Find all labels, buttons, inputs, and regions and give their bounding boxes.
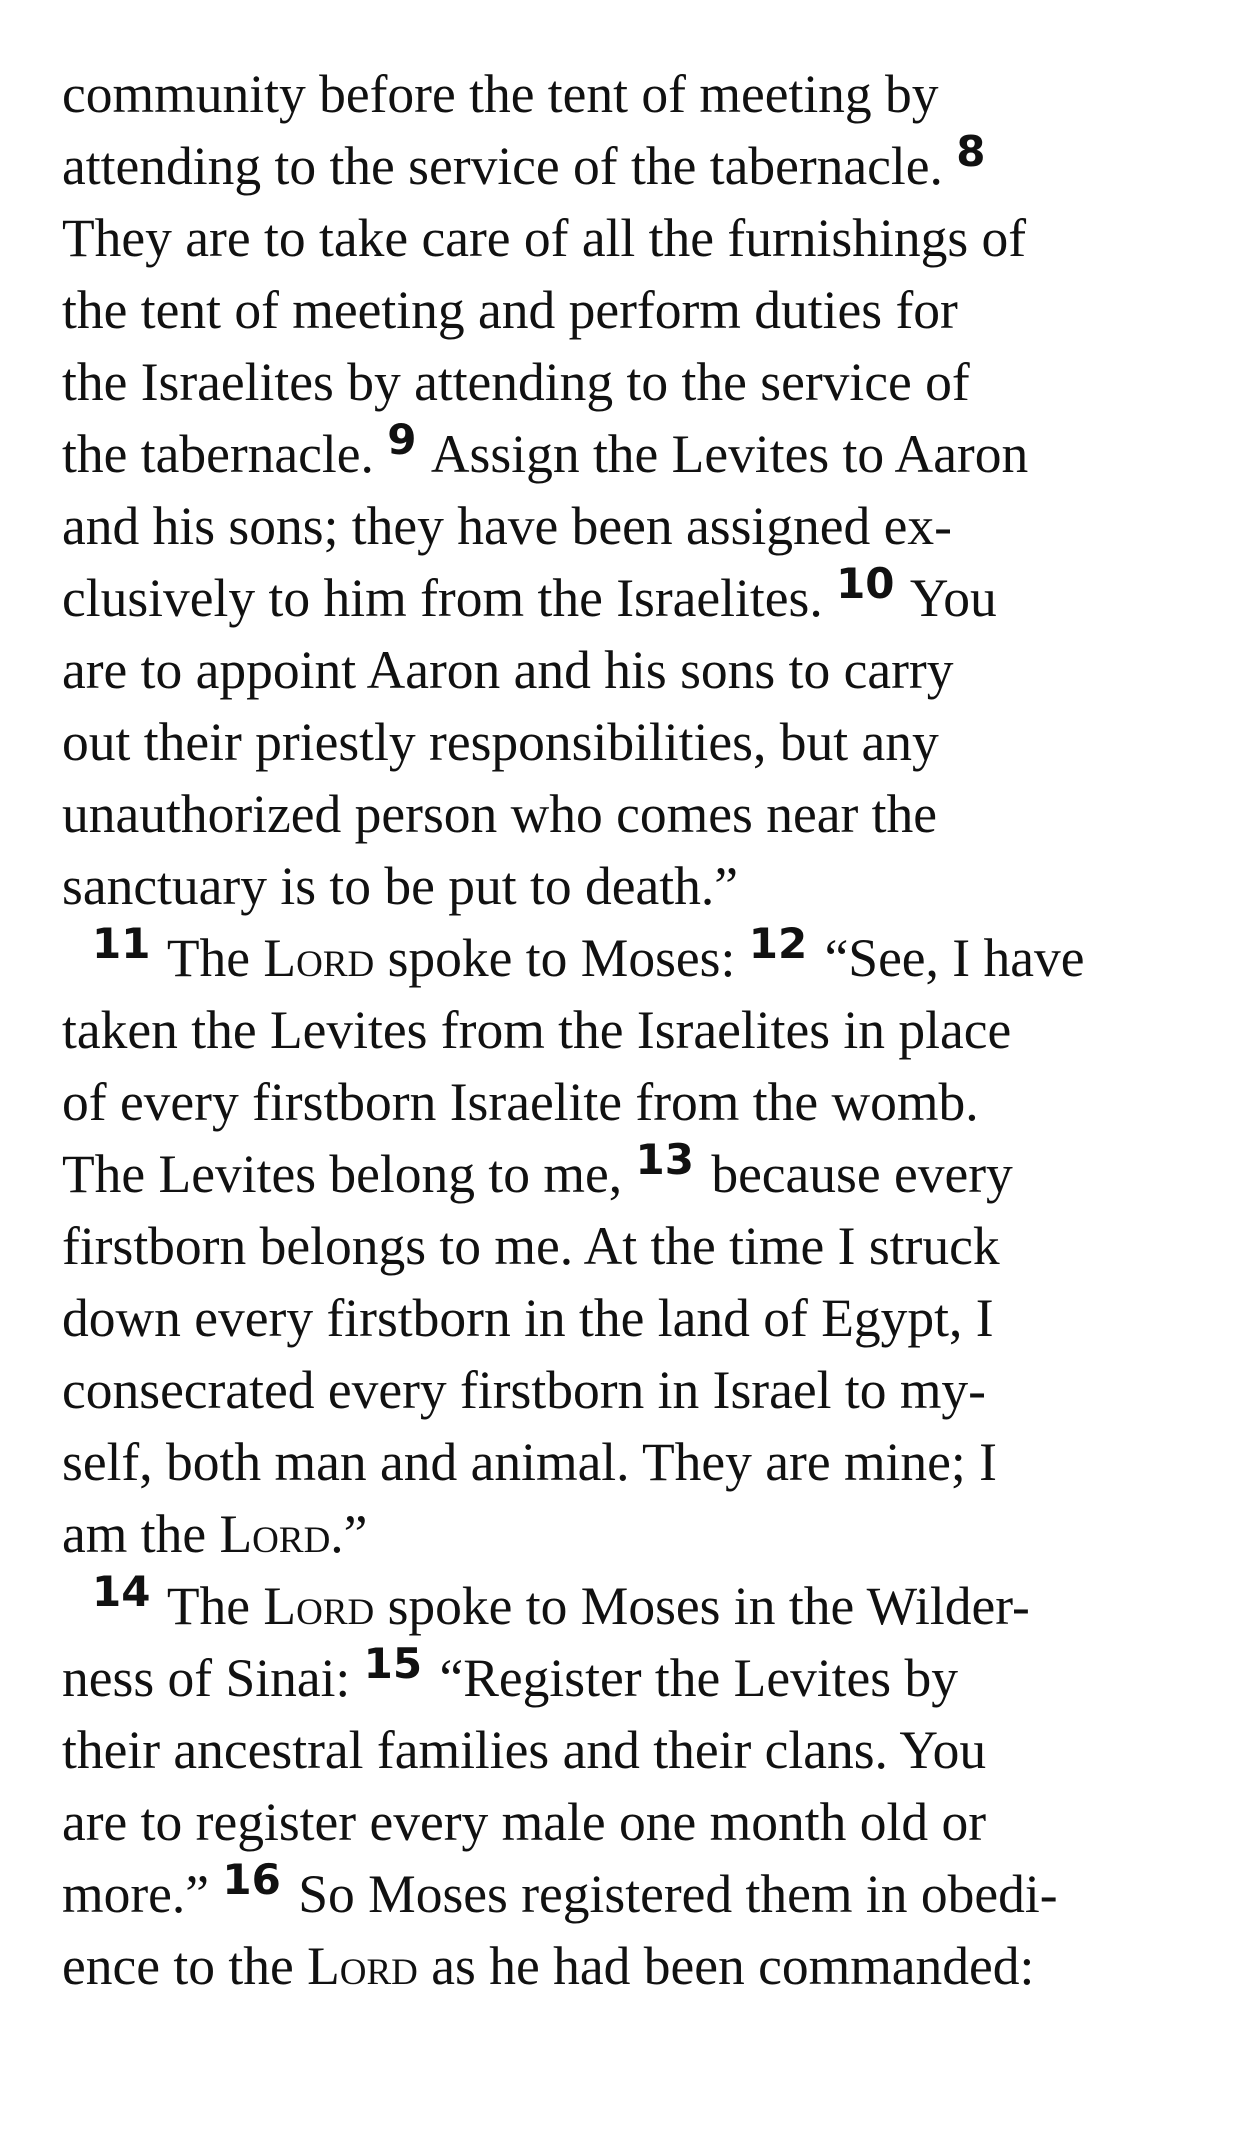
text-line <box>62 1354 1202 1426</box>
text-line <box>62 127 1202 202</box>
verse-number: 14 <box>92 1567 151 1616</box>
verse-text: of every firstborn Israelite from the womb. <box>62 1072 979 1132</box>
divine-name: Lord <box>263 928 375 988</box>
text-line <box>62 1426 1202 1498</box>
text-line <box>62 706 1202 778</box>
text-line <box>62 778 1202 850</box>
verse-text: So Moses registered them in obedi- <box>284 1864 1058 1924</box>
verse-text: are to appoint Aaron and his sons to carry <box>62 640 954 700</box>
verse-text: taken the Levites from the Israelites in place <box>62 1000 1012 1060</box>
verse-text: consecrated every firstborn in Israel to my- <box>62 1360 986 1420</box>
verse-text: and his sons; they have been assigned ex- <box>62 496 952 556</box>
text-line <box>62 1498 1202 1570</box>
verse-text: the tent of meeting and perform duties for <box>62 280 958 340</box>
text-line <box>62 202 1202 274</box>
verse-number: 15 <box>363 1639 423 1688</box>
verse-text: ence to the <box>62 1936 308 1996</box>
text-line <box>62 490 1202 562</box>
verse-text: because every <box>697 1144 1013 1204</box>
verse-text: out their priestly responsibilities, but any <box>62 712 939 772</box>
verse-text: sanctuary is to be put to death.” <box>62 856 738 916</box>
verse-text: firstborn belongs to me. At the time I struck <box>62 1216 1000 1276</box>
text-line <box>62 1282 1202 1354</box>
text-line <box>62 634 1202 706</box>
verse-text: are to register every male one month old or <box>62 1792 987 1852</box>
text-line <box>62 1639 1202 1714</box>
verse-text: The <box>154 928 264 988</box>
verse-text: more.” <box>62 1864 223 1924</box>
scripture-text-page <box>62 58 1202 2002</box>
verse-text: am the <box>62 1504 220 1564</box>
divine-name: Lord <box>307 1936 418 1996</box>
verse-number: 13 <box>635 1135 694 1184</box>
verse-number: 10 <box>836 559 895 608</box>
verse-text: You <box>898 568 997 628</box>
verse-text: The <box>154 1576 264 1636</box>
verse-text: spoke to Moses in the Wilder- <box>374 1576 1030 1636</box>
verse-number: 11 <box>92 919 151 968</box>
verse-text: the tabernacle. <box>62 424 388 484</box>
divine-name: Lord <box>219 1504 331 1564</box>
text-line <box>62 994 1202 1066</box>
verse-text: their ancestral families and their clans. You <box>62 1720 987 1780</box>
verse-text: “Register the Levites by <box>426 1648 958 1708</box>
text-line <box>62 850 1202 922</box>
text-line <box>62 1210 1202 1282</box>
paragraph-start-line <box>62 1567 1202 1642</box>
verse-text: the Israelites by attending to the service of <box>62 352 970 412</box>
text-line <box>62 1786 1202 1858</box>
paragraph-start-line <box>62 919 1202 994</box>
verse-number: 12 <box>748 919 808 968</box>
verse-number: 9 <box>387 415 417 464</box>
text-line <box>62 274 1202 346</box>
text-line <box>62 58 1202 130</box>
verse-text: They are to take care of all the furnishings of <box>62 208 1027 268</box>
verse-text: “See, I have <box>811 928 1085 988</box>
verse-text: self, both man and animal. They are mine; I <box>62 1432 997 1492</box>
verse-text: spoke to Moses: <box>374 928 749 988</box>
verse-text: ness of Sinai: <box>62 1648 364 1708</box>
text-line <box>62 1135 1202 1210</box>
verse-text: .” <box>330 1504 368 1564</box>
verse-number: 8 <box>956 127 986 176</box>
divine-name: Lord <box>263 1576 375 1636</box>
verse-text: as he had been commanded: <box>417 1936 1035 1996</box>
text-line <box>62 1066 1202 1138</box>
text-line <box>62 1855 1202 1930</box>
text-line <box>62 346 1202 418</box>
verse-text: unauthorized person who comes near the <box>62 784 938 844</box>
text-line <box>62 1714 1202 1786</box>
verse-text: Assign the Levites to Aaron <box>420 424 1029 484</box>
verse-text: clusively to him from the Israelites. <box>62 568 837 628</box>
verse-text: attending to the service of the tabernacle. <box>62 136 957 196</box>
verse-text: community before the tent of meeting by <box>62 64 939 124</box>
verse-text: The Levites belong to me, <box>62 1144 636 1204</box>
verse-number: 16 <box>222 1855 281 1904</box>
text-line <box>62 559 1202 634</box>
verse-text: down every firstborn in the land of Egypt, I <box>62 1288 994 1348</box>
text-line <box>62 1930 1202 2002</box>
text-line <box>62 415 1202 490</box>
